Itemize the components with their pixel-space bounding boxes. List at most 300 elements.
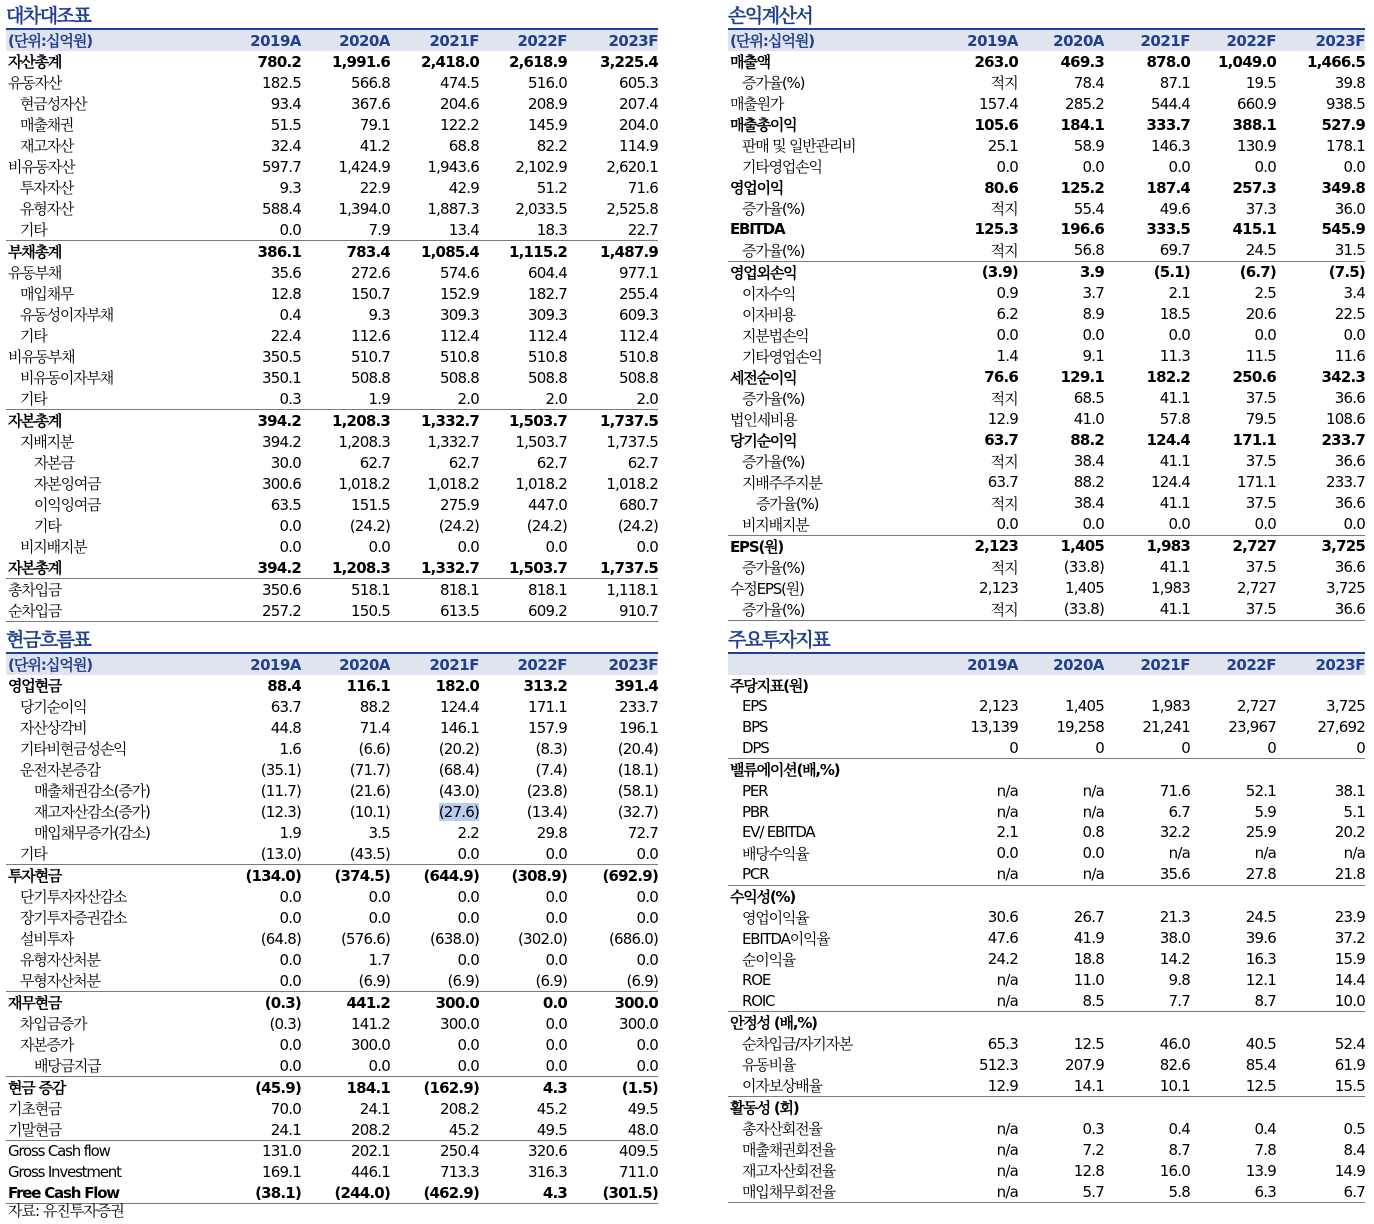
cell-value: 3.5 <box>368 823 390 842</box>
cell-value: n/a <box>1254 844 1276 863</box>
cell-value: 516.0 <box>528 73 567 92</box>
value-cell <box>1104 949 1190 970</box>
cell-value: 1,983 <box>1146 537 1190 556</box>
table-row <box>6 388 658 410</box>
value-cell <box>301 865 390 887</box>
value-cell <box>1104 970 1190 991</box>
cell-value: 0.0 <box>636 1035 658 1054</box>
value-cell <box>1276 1160 1365 1181</box>
table-row <box>6 219 658 241</box>
cell-value: 597.7 <box>262 157 301 176</box>
value-cell <box>893 970 1018 991</box>
cell-value: (301.5) <box>602 1183 658 1202</box>
value-cell <box>390 822 479 843</box>
year-header: 2022F <box>1190 653 1276 675</box>
row-label: 이익잉여금 <box>34 496 101 514</box>
year-header: 2022F <box>479 653 567 675</box>
cell-value: 41.1 <box>1159 389 1190 408</box>
cell-value: 446.1 <box>351 1163 390 1182</box>
cell-value: 300.0 <box>440 1014 479 1033</box>
value-cell <box>1018 928 1104 949</box>
cell-value: 41.9 <box>1073 929 1104 948</box>
value-cell <box>186 1055 301 1077</box>
value-cell <box>186 367 301 388</box>
table-row <box>728 801 1365 822</box>
cell-value: 0.0 <box>996 515 1018 534</box>
row-label: 기타 <box>34 517 61 535</box>
cell-value: 85.4 <box>1245 1055 1276 1074</box>
value-cell <box>1018 93 1104 114</box>
value-cell <box>1104 1160 1190 1181</box>
cell-value: 88.2 <box>1073 473 1104 492</box>
row-label: 기타영업손익 <box>742 158 822 176</box>
cell-value: 124.4 <box>440 697 479 716</box>
value-cell <box>479 675 567 696</box>
cell-value: 255.4 <box>619 284 658 303</box>
cell-value: 574.6 <box>440 263 479 282</box>
cell-value: 0.0 <box>636 844 658 863</box>
value-cell <box>567 72 658 93</box>
cell-value: 23,967 <box>1228 718 1276 737</box>
value-cell <box>1276 1075 1365 1097</box>
cell-value: 112.4 <box>619 326 658 345</box>
table-row <box>6 262 658 283</box>
table-row <box>728 738 1365 759</box>
value-cell <box>1190 304 1276 325</box>
value-cell <box>301 970 390 992</box>
cell-value: 22.7 <box>627 220 658 239</box>
cell-value: n/a <box>1082 865 1104 884</box>
cell-value: 24.1 <box>359 1099 390 1118</box>
value-cell <box>479 949 567 970</box>
cell-value: n/a <box>996 781 1018 800</box>
value-cell <box>567 843 658 865</box>
value-cell <box>893 1097 1018 1119</box>
value-cell <box>186 72 301 93</box>
table-row <box>6 1119 658 1141</box>
value-cell <box>893 759 1018 781</box>
row-label: Free Cash Flow <box>6 1183 186 1204</box>
cell-value: 16.3 <box>1245 950 1276 969</box>
value-cell <box>567 717 658 738</box>
value-cell <box>1104 93 1190 114</box>
value-cell <box>479 304 567 325</box>
value-cell <box>479 970 567 992</box>
value-cell <box>1276 472 1365 493</box>
row-label: 자산상각비 <box>20 719 87 737</box>
cell-value: 36.6 <box>1334 494 1365 513</box>
cell-value: 350.5 <box>262 347 301 366</box>
value-cell <box>1276 156 1365 177</box>
cell-value: 0.0 <box>457 908 479 927</box>
cell-value: 783.4 <box>346 242 390 261</box>
cell-value: 52.4 <box>1334 1034 1365 1053</box>
table-row <box>6 410 658 432</box>
value-cell <box>1190 535 1276 557</box>
value-cell <box>1190 219 1276 240</box>
cell-value: 9.3 <box>368 305 390 324</box>
table-row <box>6 114 658 135</box>
row-label: EBITDA <box>730 220 785 239</box>
row-label: 증가율(%) <box>742 389 805 408</box>
value-cell <box>1190 1181 1276 1203</box>
value-cell <box>390 72 479 93</box>
value-cell <box>1018 156 1104 177</box>
value-cell <box>1190 325 1276 346</box>
value-cell <box>186 822 301 843</box>
value-cell <box>301 949 390 970</box>
cell-value: 208.2 <box>351 1120 390 1139</box>
cell-value: 11.5 <box>1245 347 1276 366</box>
value-cell <box>893 780 1018 801</box>
value-cell <box>1276 1181 1365 1203</box>
value-cell <box>1276 1139 1365 1160</box>
table-row <box>728 928 1365 949</box>
cell-value: (23.8) <box>526 781 567 800</box>
row-label: 안정성 (배,%) <box>728 1012 893 1034</box>
cell-value: 0.0 <box>636 908 658 927</box>
value-cell <box>567 304 658 325</box>
value-cell <box>567 177 658 198</box>
value-cell <box>186 928 301 949</box>
cell-value: 49.6 <box>1159 199 1190 218</box>
value-cell <box>1018 1097 1104 1119</box>
value-cell <box>301 452 390 473</box>
cell-value: 145.9 <box>528 115 567 134</box>
value-cell <box>1276 114 1365 135</box>
cell-value: 275.9 <box>440 495 479 514</box>
value-cell <box>1190 717 1276 738</box>
header-row <box>728 29 1365 51</box>
cell-value: 415.1 <box>1232 220 1276 239</box>
value-cell <box>1190 388 1276 409</box>
cell-value: 2,418.0 <box>421 52 479 71</box>
value-cell <box>479 177 567 198</box>
cell-value: (33.8) <box>1063 558 1104 577</box>
cell-value: 469.3 <box>1060 52 1104 71</box>
cell-value: 48.0 <box>627 1120 658 1139</box>
balance-sheet-panel <box>6 4 658 622</box>
value-cell <box>1276 578 1365 599</box>
value-cell <box>1018 780 1104 801</box>
cell-value: 204.6 <box>440 94 479 113</box>
cell-value: 0.0 <box>279 1035 301 1054</box>
value-cell <box>390 452 479 473</box>
cell-value: (134.0) <box>245 866 301 885</box>
row-label: Gross Cash flow <box>6 1141 186 1162</box>
value-cell <box>390 738 479 759</box>
value-cell <box>893 493 1018 514</box>
row-label: 매출채권 <box>20 116 74 134</box>
row-label: DPS <box>742 738 769 757</box>
cell-value: 2,618.9 <box>509 52 567 71</box>
value-cell <box>1104 114 1190 135</box>
cell-value: 49.5 <box>627 1099 658 1118</box>
row-label: 운전자본증감 <box>20 761 100 779</box>
value-cell <box>390 928 479 949</box>
row-label: 기타 <box>20 845 47 863</box>
cell-value: 0 <box>1267 738 1276 757</box>
row-label: 기타비현금성손익 <box>20 740 127 758</box>
value-cell <box>301 822 390 843</box>
table-row <box>6 801 658 822</box>
row-label: 영업이익율 <box>742 908 809 927</box>
cell-value: 0.0 <box>636 887 658 906</box>
row-label: 순차입금/자기자본 <box>742 1035 853 1054</box>
value-cell <box>893 1054 1018 1075</box>
row-label: 기초현금 <box>8 1100 62 1118</box>
cell-value: 71.6 <box>1159 781 1190 800</box>
table-row <box>728 493 1365 514</box>
value-cell <box>1104 430 1190 451</box>
value-cell <box>390 241 479 263</box>
row-label: 매입채무증가(감소) <box>34 824 150 842</box>
value-cell <box>301 283 390 304</box>
value-cell <box>893 1075 1018 1097</box>
cell-value: 1,332.7 <box>421 411 479 430</box>
table-row <box>6 177 658 198</box>
value-cell <box>186 717 301 738</box>
row-label: 유동비율 <box>742 1056 796 1075</box>
cell-value: 207.9 <box>1065 1055 1104 1074</box>
value-cell <box>567 346 658 367</box>
table-row <box>6 1055 658 1077</box>
cell-value: 0.8 <box>1082 823 1104 842</box>
value-cell <box>1276 780 1365 801</box>
year-header: 2022F <box>1190 29 1276 51</box>
cell-value: 37.2 <box>1334 929 1365 948</box>
cell-value: n/a <box>996 970 1018 989</box>
value-cell <box>479 579 567 601</box>
cell-value: 0.5 <box>1343 1119 1365 1138</box>
cell-value: 146.1 <box>440 718 479 737</box>
row-label: 법인세비용 <box>730 410 797 429</box>
cell-value: 112.6 <box>351 326 390 345</box>
table-row <box>728 696 1365 717</box>
panel-title: 현금흐름표 <box>6 629 91 651</box>
cell-value: 257.2 <box>262 601 301 620</box>
value-cell <box>567 388 658 410</box>
value-cell <box>567 51 658 72</box>
value-cell <box>390 886 479 907</box>
row-label: EBITDA이익율 <box>742 929 830 948</box>
cell-value: 적지 <box>990 74 1018 92</box>
value-cell <box>1190 261 1276 283</box>
value-cell <box>301 114 390 135</box>
table-row <box>728 970 1365 991</box>
value-cell <box>1190 557 1276 578</box>
value-cell <box>1276 599 1365 621</box>
value-cell <box>479 410 567 432</box>
cell-value: (462.9) <box>423 1183 479 1202</box>
cell-value: 38.4 <box>1073 494 1104 513</box>
cell-value: 152.9 <box>440 284 479 303</box>
value-cell <box>893 907 1018 928</box>
cell-value: 0.9 <box>996 284 1018 303</box>
cell-value: 394.2 <box>257 411 301 430</box>
cell-value: 157.4 <box>979 94 1018 113</box>
value-cell <box>186 886 301 907</box>
cell-value: 80.6 <box>984 178 1018 197</box>
value-cell <box>1018 219 1104 240</box>
value-cell <box>893 240 1018 262</box>
cell-value: 125.3 <box>974 220 1018 239</box>
value-cell <box>301 600 390 622</box>
value-cell <box>567 970 658 992</box>
cell-value: (576.6) <box>340 929 390 948</box>
value-cell <box>1276 738 1365 759</box>
value-cell <box>1276 72 1365 93</box>
row-label: 밸류에이션(배,%) <box>728 759 893 781</box>
cell-value: 0.0 <box>1168 515 1190 534</box>
cell-value: 1,737.5 <box>600 558 658 577</box>
cell-value: 112.4 <box>528 326 567 345</box>
value-cell <box>390 759 479 780</box>
value-cell <box>893 472 1018 493</box>
value-cell <box>1104 1097 1190 1119</box>
value-cell <box>567 367 658 388</box>
value-cell <box>186 949 301 970</box>
year-header: 2019A <box>893 653 1018 675</box>
year-header: 2023F <box>567 653 658 675</box>
cell-value: 233.7 <box>1326 473 1365 492</box>
value-cell <box>567 696 658 717</box>
cell-value: 0.0 <box>545 537 567 556</box>
value-cell <box>567 1055 658 1077</box>
cell-value: 0.0 <box>1254 157 1276 176</box>
cell-value: 63.7 <box>984 431 1018 450</box>
value-cell <box>479 262 567 283</box>
cell-value: 63.7 <box>270 697 301 716</box>
value-cell <box>567 114 658 135</box>
value-cell <box>567 219 658 241</box>
year-header: 2021F <box>1104 29 1190 51</box>
cell-value: (43.0) <box>438 781 479 800</box>
row-label: 비유동부채 <box>8 348 75 366</box>
row-label: 자본금 <box>34 454 74 472</box>
value-cell <box>1276 1033 1365 1054</box>
row-label: 비유동이자부채 <box>20 369 114 387</box>
value-cell <box>1018 864 1104 885</box>
financial-table <box>728 28 1365 621</box>
row-label: 재고자산 <box>20 137 74 155</box>
value-cell <box>1190 599 1276 621</box>
cell-value: 71.6 <box>627 178 658 197</box>
row-label: 자본잉여금 <box>34 475 101 493</box>
cell-value: 18.3 <box>536 220 567 239</box>
value-cell <box>1190 1033 1276 1054</box>
table-row <box>728 990 1365 1011</box>
value-cell <box>301 1055 390 1077</box>
row-label: 유동자산 <box>8 74 62 92</box>
value-cell <box>1276 696 1365 717</box>
value-cell <box>1104 240 1190 262</box>
cell-value: 508.8 <box>619 368 658 387</box>
cell-value: 350.6 <box>262 580 301 599</box>
cell-value: 2.0 <box>636 389 658 408</box>
value-cell <box>567 675 658 696</box>
value-cell <box>186 738 301 759</box>
value-cell <box>186 93 301 114</box>
value-cell <box>1190 346 1276 367</box>
cell-value: n/a <box>1343 844 1365 863</box>
value-cell <box>186 262 301 283</box>
row-label: 총자산회전율 <box>742 1120 822 1139</box>
cell-value: (10.1) <box>349 802 390 821</box>
cell-value: 122.2 <box>440 115 479 134</box>
row-label: 유동성이자부채 <box>20 306 114 324</box>
value-cell <box>301 135 390 156</box>
value-cell <box>1104 864 1190 885</box>
row-label: 투자자산 <box>20 179 74 197</box>
table-row <box>6 431 658 452</box>
cell-value: 24.1 <box>270 1120 301 1139</box>
cell-value: 1,424.9 <box>338 157 390 176</box>
row-label: 비유동자산 <box>8 158 75 176</box>
value-cell <box>1190 843 1276 864</box>
cell-value: (33.8) <box>1063 600 1104 619</box>
value-cell <box>1276 535 1365 557</box>
cell-value: 적지 <box>990 452 1018 471</box>
cell-value: 6.2 <box>996 305 1018 324</box>
row-label: 당기순이익 <box>730 431 797 450</box>
value-cell <box>1104 990 1190 1011</box>
value-cell <box>479 696 567 717</box>
value-cell <box>1276 198 1365 219</box>
value-cell <box>1104 843 1190 864</box>
value-cell <box>1190 514 1276 536</box>
value-cell <box>893 72 1018 93</box>
table-row <box>6 928 658 949</box>
value-cell <box>301 992 390 1014</box>
value-cell <box>186 346 301 367</box>
value-cell <box>1018 578 1104 599</box>
value-cell <box>390 696 479 717</box>
row-label: 재고자산회전율 <box>742 1162 836 1181</box>
row-label: 유형자산처분 <box>20 951 100 969</box>
value-cell <box>301 494 390 515</box>
value-cell <box>186 843 301 865</box>
cell-value: 41.0 <box>1073 410 1104 429</box>
cell-value: 300.0 <box>351 1035 390 1054</box>
cell-value: 13.9 <box>1245 1161 1276 1180</box>
table-row <box>6 1098 658 1119</box>
cell-value: 8.9 <box>1082 305 1104 324</box>
cell-value: 333.7 <box>1146 115 1190 134</box>
value-cell <box>390 410 479 432</box>
value-cell <box>1018 430 1104 451</box>
cell-value: 187.4 <box>1146 178 1190 197</box>
value-cell <box>301 1183 390 1204</box>
cell-value: 23.9 <box>1334 908 1365 927</box>
cell-value: 0.0 <box>279 971 301 990</box>
cell-value: 42.9 <box>448 178 479 197</box>
cell-value: 1,503.7 <box>509 411 567 430</box>
cell-value: 0.0 <box>368 1056 390 1075</box>
cell-value: 10.1 <box>1159 1076 1190 1095</box>
value-cell <box>1104 822 1190 843</box>
cell-value: (24.2) <box>526 516 567 535</box>
value-cell <box>1104 907 1190 928</box>
cell-value: 2,102.9 <box>515 157 567 176</box>
value-cell <box>1018 822 1104 843</box>
cell-value: 112.4 <box>440 326 479 345</box>
table-row <box>6 696 658 717</box>
cell-value: 613.5 <box>440 601 479 620</box>
year-header: 2023F <box>1276 653 1365 675</box>
row-label: 매출원가 <box>730 95 784 113</box>
value-cell <box>1276 759 1365 781</box>
